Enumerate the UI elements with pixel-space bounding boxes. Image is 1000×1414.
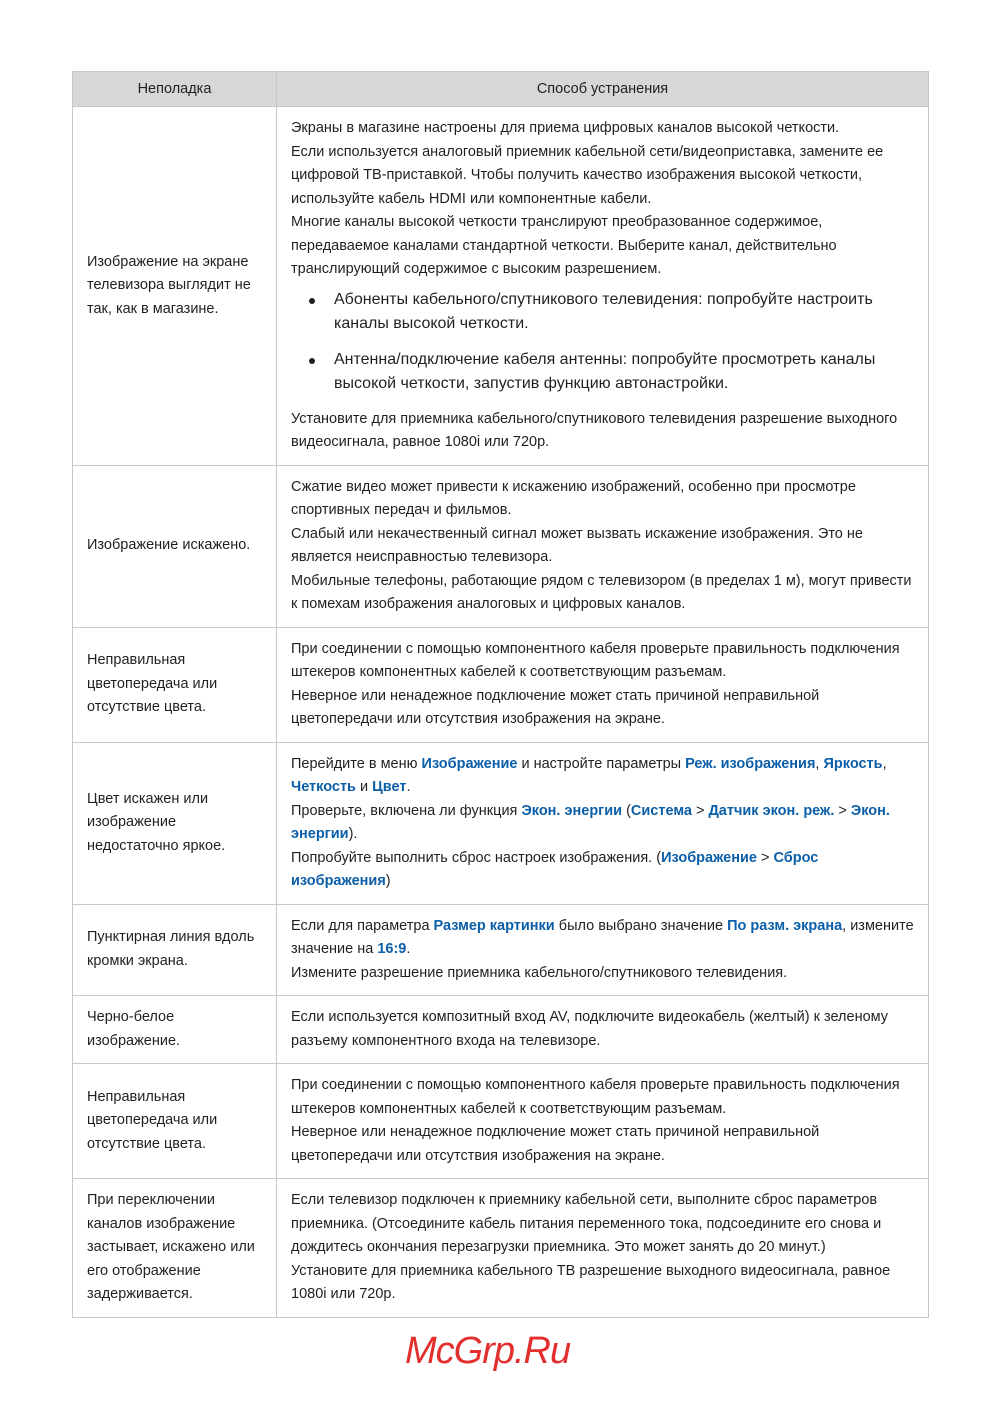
menu-path-link: 16:9 (377, 941, 407, 957)
text-segment: Попробуйте выполнить сброс настроек изображения. ( (291, 849, 662, 866)
solution-paragraph (291, 915, 916, 962)
menu-path-link: По разм. экрана (727, 917, 843, 934)
table-row (73, 742, 929, 904)
header-problem: Неполадка (73, 72, 277, 107)
solution-cell (277, 1179, 929, 1318)
solution-paragraph: Если телевизор подключен к приемнику кабельной сети, выполните сброс параметров приемника. (Отсоедините кабель питания переменного тока, подсоедините его снова и дождитесь окончания перезагрузки приемника. Это может занять до 20 минут.) (291, 1192, 882, 1255)
solution-paragraph: Если используется композитный вход AV, подключите видеокабель (желтый) к зеленому разъему компонентного входа на телевизоре. (291, 1009, 889, 1049)
menu-path-link: Реж. изображения (685, 755, 816, 772)
problem-cell: Неправильная цветопередача или отсутствие цвета. (73, 1064, 277, 1179)
menu-path-link: Система (630, 802, 692, 819)
solution-paragraph: Неверное или ненадежное подключение может стать причиной неправильной цветопередачи или отсутствия изображения на экране. (291, 687, 820, 727)
solution-paragraph: Сжатие видео может привести к искажению изображений, особенно при просмотре спортивных передач и фильмов. (291, 478, 856, 518)
solution-paragraph: Слабый или некачественный сигнал может вызвать искажение изображения. Это не является неисправностью телевизора. (291, 525, 863, 565)
text-segment: ) (385, 873, 391, 889)
header-solution: Способ устранения (277, 72, 929, 107)
solution-cell (277, 107, 929, 466)
solution-paragraph: При соединении с помощью компонентного кабеля проверьте правильность подключения штекеров компонентных кабелей к соответствующим разъемам. (291, 1077, 900, 1117)
solution-paragraph: Неверное или ненадежное подключение может стать причиной неправильной цветопередачи или отсутствия изображения на экране. (291, 1124, 820, 1164)
menu-path-link: Четкость (291, 779, 356, 795)
text-segment: было выбрано значение (554, 917, 728, 934)
solution-paragraph: Если используется аналоговый приемник кабельной сети/видеоприставка, замените ее цифровой ТВ-приставкой. Чтобы получить качество изображения высокой четкости, используйте кабель HDMI или компонентные кабели. (291, 143, 884, 207)
menu-path-link: Экон. энергии (291, 802, 890, 842)
text-segment: , (882, 755, 887, 772)
table-header-row (73, 72, 929, 107)
problem-cell: Черно-белое изображение. (73, 996, 277, 1064)
solution-cell (277, 742, 929, 904)
solution-cell (277, 465, 929, 627)
text-segment: > (691, 802, 709, 819)
text-segment: > (756, 849, 774, 866)
solution-cell (277, 627, 929, 742)
table-row (73, 1179, 929, 1318)
solution-paragraph: При соединении с помощью компонентного кабеля проверьте правильность подключения штекеров компонентных кабелей к соответствующим разъемам. (291, 640, 900, 680)
table-row (73, 627, 929, 742)
menu-path-link: Цвет (372, 779, 407, 795)
solution-paragraph: Установите для приемника кабельного ТВ разрешение выходного видеосигнала, равное 1080i или 720p. (291, 1262, 891, 1302)
table-row (73, 1064, 929, 1179)
menu-path-link: Яркость (823, 755, 883, 772)
menu-path-link: Размер картинки (433, 917, 555, 934)
bullet-item: Абоненты кабельного/спутникового телевидения: попробуйте настроить каналы высокой четкости. (291, 288, 916, 336)
solution-paragraph: Экраны в магазине настроены для приема цифровых каналов высокой четкости. (291, 120, 840, 136)
watermark: McGrp.Ru (405, 1330, 571, 1372)
table-row (73, 107, 929, 466)
table-row (73, 465, 929, 627)
problem-cell: Пунктирная линия вдоль кромки экрана. (73, 904, 277, 996)
solution-cell (277, 1064, 929, 1179)
troubleshooting-table (72, 71, 929, 1318)
text-segment: и настройте параметры (517, 755, 686, 772)
problem-cell: Цвет искажен или изображение недостаточно яркое. (73, 742, 277, 904)
text-segment: . (406, 779, 411, 795)
table-row (73, 904, 929, 996)
text-segment: Проверьте, включена ли функция (291, 802, 522, 819)
problem-cell: Неправильная цветопередача или отсутствие цвета. (73, 627, 277, 742)
text-segment: , (815, 755, 824, 772)
text-segment: Перейдите в меню (291, 755, 422, 772)
text-segment: ( (622, 802, 631, 819)
text-segment: . (406, 941, 411, 957)
bullet-item: Антенна/подключение кабеля антенны: попробуйте просмотреть каналы высокой четкости, запустив функцию автонастройки. (291, 348, 916, 396)
table-row (73, 996, 929, 1064)
problem-cell: Изображение на экране телевизора выглядит не так, как в магазине. (73, 107, 277, 466)
menu-path-link: Изображение (421, 755, 518, 772)
menu-path-link: Датчик экон. реж. (708, 802, 835, 819)
solution-cell (277, 904, 929, 996)
menu-path-link: Изображение (661, 849, 757, 866)
text-segment: Если для параметра (291, 917, 434, 934)
solution-cell (277, 996, 929, 1064)
problem-cell: Изображение искажено. (73, 465, 277, 627)
solution-paragraph (291, 847, 916, 894)
menu-path-link: Экон. энергии (521, 802, 623, 819)
solution-paragraph (291, 800, 916, 847)
text-segment: , измените значение на (291, 917, 914, 957)
solution-paragraph: Мобильные телефоны, работающие рядом с телевизором (в пределах 1 м), могут привести к помехам изображения аналоговых и цифровых каналов. (291, 572, 912, 612)
text-segment: > (834, 802, 851, 819)
problem-cell: При переключении каналов изображение застывает, искажено или его отображение задерживается. (73, 1179, 277, 1318)
text-segment: ). (348, 826, 358, 842)
solution-paragraph: Измените разрешение приемника кабельного/спутникового телевидения. (291, 964, 788, 981)
text-segment: и (355, 779, 373, 795)
solution-paragraph: Установите для приемника кабельного/спутникового телевидения разрешение выходного видеосигнала, равное 1080i или 720p. (291, 410, 898, 450)
menu-path-link: Сброс изображения (291, 849, 819, 889)
solution-paragraph: Многие каналы высокой четкости транслируют преобразованное содержимое, передаваемое каналами стандартной четкости. Выберите канал, действительно транслирующий содержимое с высоким разрешением. (291, 214, 837, 277)
solution-paragraph (291, 753, 916, 800)
